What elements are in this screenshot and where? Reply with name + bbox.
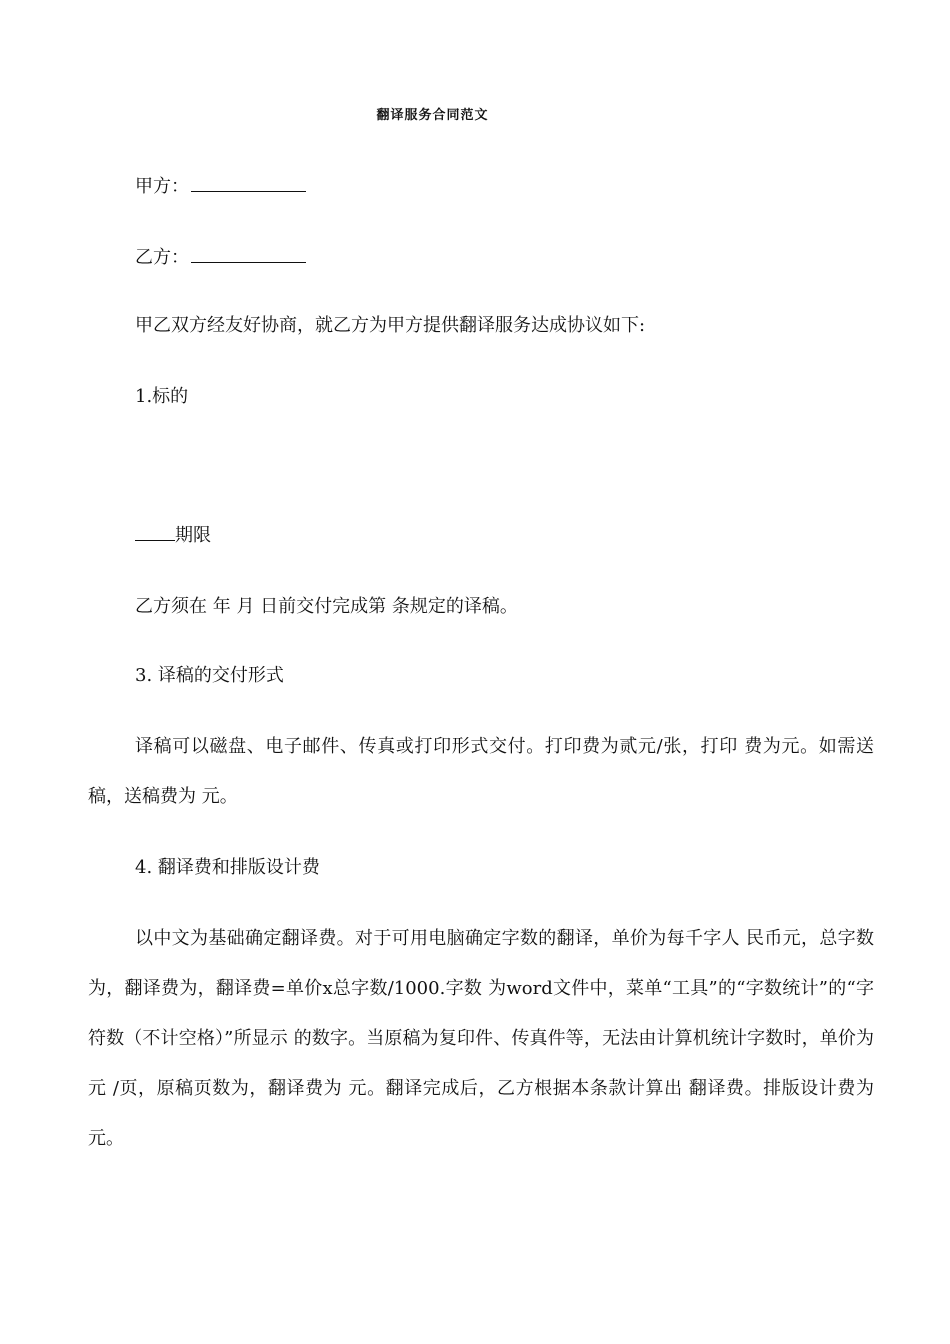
document-title: 翻译服务合同范文: [376, 108, 489, 123]
party-b-line: [135, 244, 306, 270]
section-2-heading-line: [135, 522, 211, 548]
party-a-label: 甲方：: [135, 176, 189, 197]
section-3-heading: 3. 译稿的交付形式: [135, 665, 284, 686]
party-b-label: 乙方：: [135, 247, 189, 268]
section-2-number-blank: [135, 522, 175, 541]
section-2-body: 乙方须在 年 月 日前交付完成第 条规定的译稿。: [135, 596, 518, 617]
section-2-heading: 期限: [175, 525, 211, 546]
party-a-line: [135, 173, 306, 199]
section-4-body: 以中文为基础确定翻译费。对于可用电脑确定字数的翻译，单价为每千字人 民币元，总字数为，翻译费为，翻译费=单价x总字数/1000.字数 为word文件中，菜单“工具”的“字数统计”的“字符数（不计空格）”所显示 的数字。当原稿为复印件、传真件等，无法由计算机统计字数时，单价为 元 /页，原稿页数为，翻译费为 元。翻译完成后，乙方根据本条款计算出 翻译费。排版设计费为 元。: [88, 928, 874, 1149]
intro-text: 甲乙双方经友好协商，就乙方为甲方提供翻译服务达成协议如下:: [135, 315, 646, 336]
section-3-body: 译稿可以磁盘、电子邮件、传真或打印形式交付。打印费为贰元/张，打印 费为元。如需送稿，送稿费为 元。: [88, 736, 874, 807]
section-1-heading: 1.标的: [135, 386, 189, 407]
section-4-heading: 4. 翻译费和排版设计费: [135, 857, 320, 878]
party-a-blank: [191, 173, 306, 192]
party-b-blank: [191, 244, 306, 263]
